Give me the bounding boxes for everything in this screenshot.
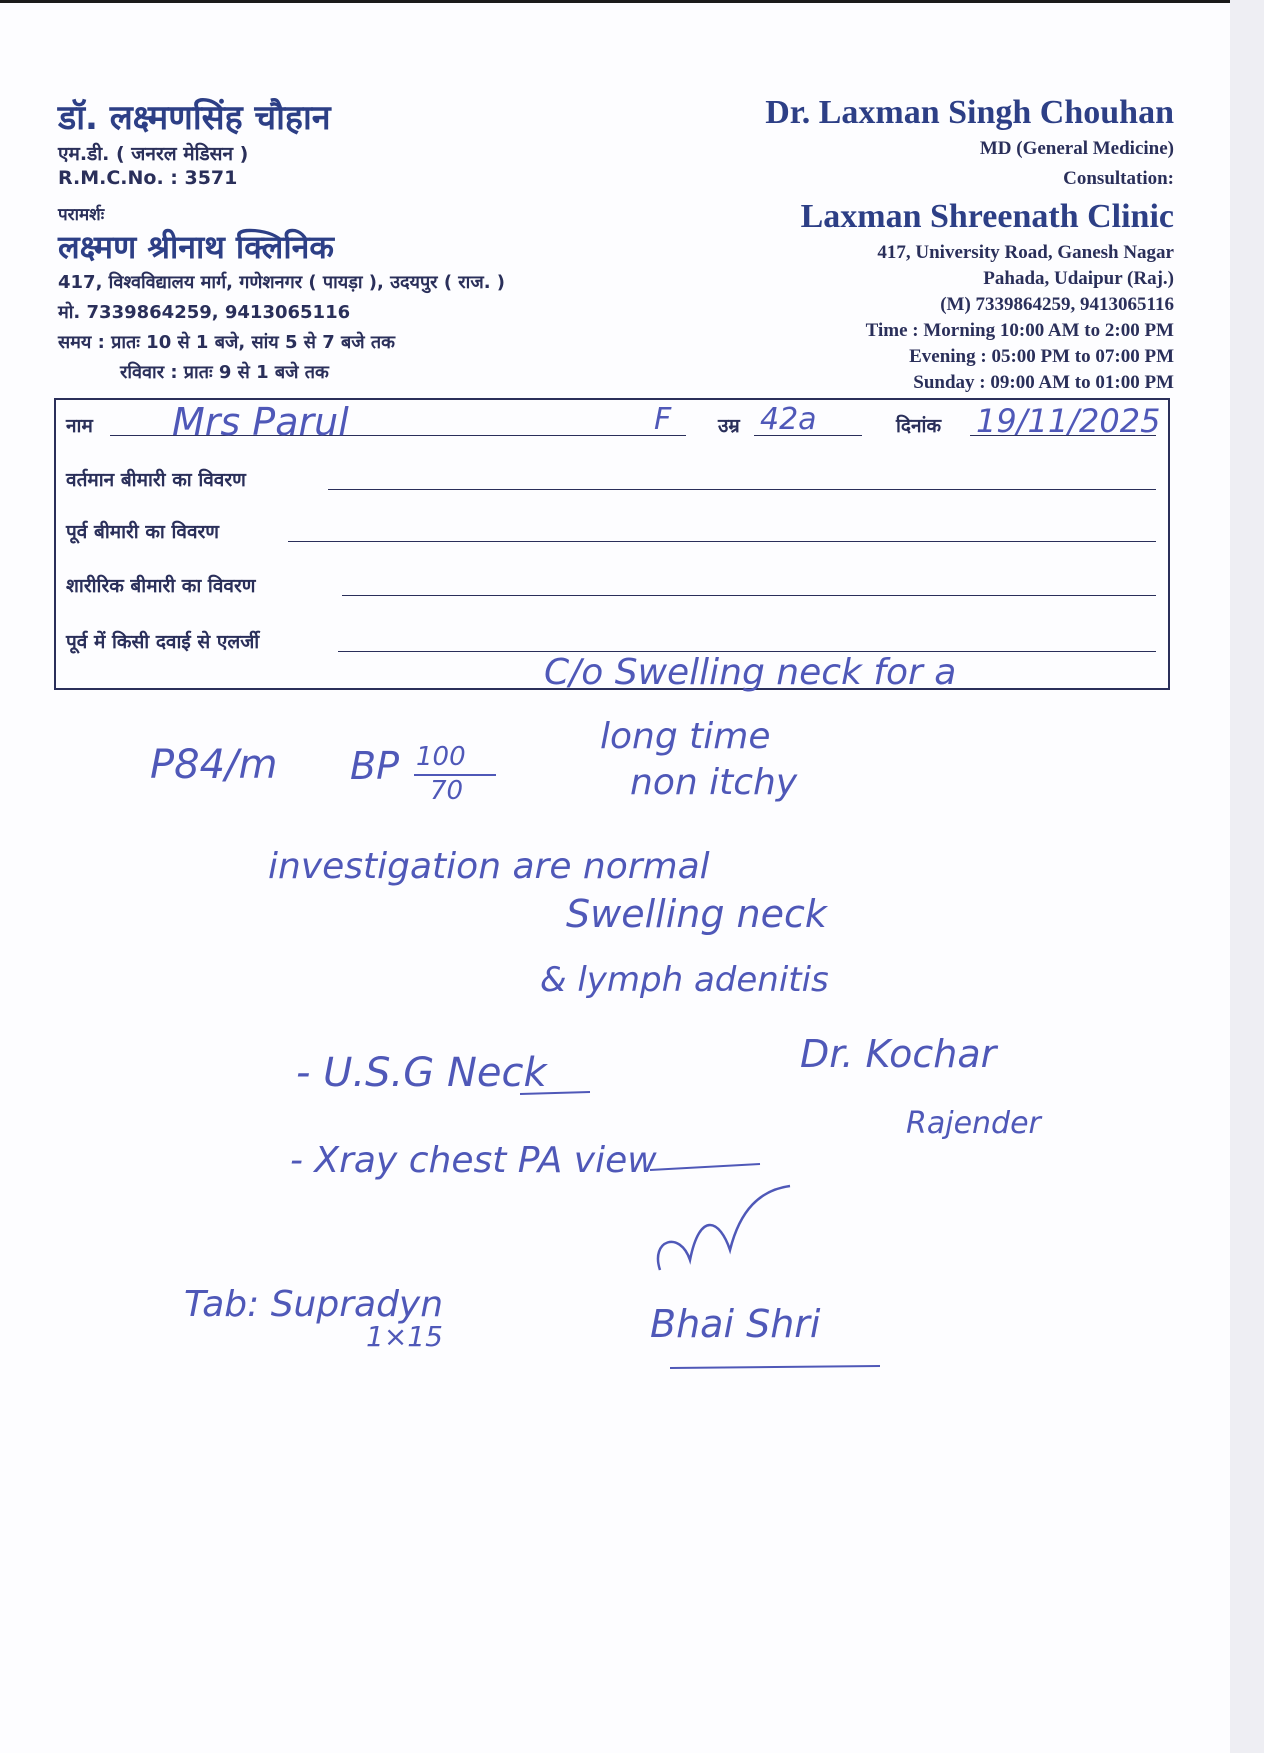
hw-bp-systolic: 100	[416, 742, 466, 772]
letterhead-hindi	[58, 98, 658, 388]
allergy-label: पूर्व में किसी दवाई से एलर्जी	[66, 631, 260, 653]
date-label: दिनांक	[896, 415, 942, 437]
hw-date: 19/11/2025	[976, 402, 1161, 440]
physical-illness-label: शारीरिक बीमारी का विवरण	[66, 575, 256, 597]
mobile-english: (M) 7339864259, 9413065116	[940, 294, 1174, 315]
hw-referral-doctor: Dr. Kochar	[800, 1032, 997, 1076]
name-label: नाम	[66, 415, 93, 437]
current-illness-label: वर्तमान बीमारी का विवरण	[66, 469, 246, 491]
doctor-signature-mark	[640, 1150, 900, 1280]
clinic-name-hindi: लक्ष्मण श्रीनाथ क्लिनिक	[58, 228, 334, 266]
hw-bp-label: BP	[350, 744, 399, 788]
letterhead-english	[574, 92, 1174, 396]
rmc-number: R.M.C.No. : 3571	[58, 167, 238, 189]
hw-pulse: P84/m	[150, 742, 278, 788]
hw-complaint-3: non itchy	[630, 762, 798, 803]
hw-rx-dose: 1×15	[366, 1320, 443, 1353]
form-row-current-illness	[66, 458, 1156, 498]
hw-complaint-1: C/o Swelling neck for a	[544, 652, 957, 693]
hw-plan-xray: - Xray chest PA view	[290, 1140, 657, 1181]
address-hindi: 417, विश्वविद्यालय मार्ग, गणेशनगर ( पायड़ा ), उदयपुर ( राज. )	[58, 272, 506, 293]
doctor-name-english: Dr. Laxman Singh Chouhan	[765, 94, 1174, 131]
mobile-hindi: मो. 7339864259, 9413065116	[58, 302, 351, 323]
consultation-label-hindi: परामर्शः	[58, 205, 105, 225]
time-evening: Evening : 05:00 PM to 07:00 PM	[909, 346, 1174, 367]
current-illness-line	[328, 489, 1156, 490]
scan-top-edge	[0, 0, 1264, 3]
address-line-2: Pahada, Udaipur (Raj.)	[983, 268, 1174, 289]
hw-finding-1: Swelling neck	[566, 892, 827, 936]
hw-bp-diastolic: 70	[430, 776, 464, 806]
hw-complaint-2: long time	[600, 716, 771, 757]
sunday-timing-hindi: रविवार : प्रातः 9 से 1 बजे तक	[120, 362, 329, 383]
hw-patient-name: Mrs Parul	[172, 400, 349, 444]
hw-investigations: investigation are normal	[268, 846, 710, 887]
neck-underline	[480, 1090, 600, 1110]
doctor-name-hindi: डॉ. लक्ष्मणसिंह चौहान	[58, 98, 331, 138]
hw-referral-name: Rajender	[906, 1106, 1041, 1141]
hw-rx-medicine: Tab: Supradyn	[184, 1284, 444, 1325]
consultation-label-english: Consultation:	[1063, 168, 1174, 189]
address-line-1: 417, University Road, Ganesh Nagar	[877, 242, 1174, 263]
hw-plan-usg: - U.S.G Neck	[296, 1050, 547, 1096]
form-row-physical-illness	[66, 564, 1156, 604]
time-sunday: Sunday : 09:00 AM to 01:00 PM	[913, 372, 1174, 393]
degree-hindi: एम.डी. ( जनरल मेडिसन )	[58, 143, 249, 165]
timing-hindi: समय : प्रातः 10 से 1 बजे, सांय 5 से 7 बजे तक	[58, 332, 395, 353]
time-morning: Time : Morning 10:00 AM to 2:00 PM	[865, 320, 1174, 341]
clinic-name-english: Laxman Shreenath Clinic	[800, 198, 1174, 235]
physical-illness-line	[342, 595, 1156, 596]
past-illness-label: पूर्व बीमारी का विवरण	[66, 521, 220, 543]
degree-english: MD (General Medicine)	[979, 138, 1174, 159]
age-label: उम्र	[718, 415, 740, 437]
signature-underline	[650, 1358, 880, 1378]
scan-right-shadow	[1230, 0, 1264, 1753]
hw-age: 42a	[760, 402, 817, 437]
past-illness-line	[288, 541, 1156, 542]
form-row-past-illness	[66, 510, 1156, 550]
hw-signature-text: Bhai Shri	[650, 1302, 821, 1346]
hw-sex: F	[654, 402, 672, 437]
hw-finding-2: & lymph adenitis	[540, 960, 829, 1000]
